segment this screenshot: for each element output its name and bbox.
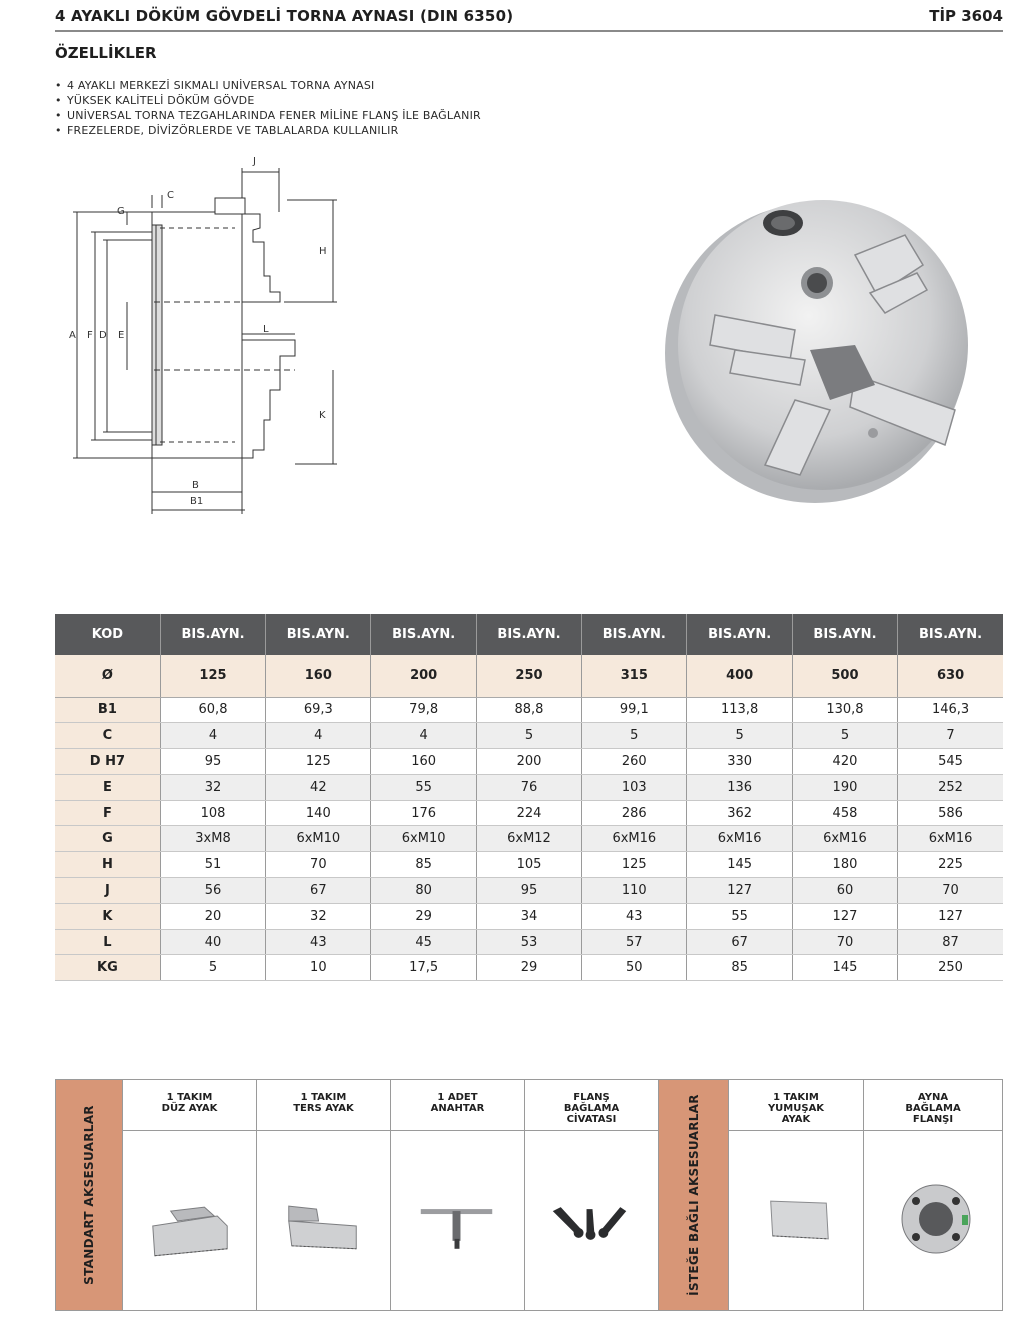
table-cell: 95 xyxy=(476,878,581,904)
dim-label-a: A xyxy=(69,330,76,341)
accessory-label: 1 TAKIM DÜZ AYAK xyxy=(123,1080,256,1131)
page-header xyxy=(55,4,1003,32)
table-cell: 250 xyxy=(898,955,1003,981)
table-cell: 43 xyxy=(582,903,687,929)
table-cell: 70 xyxy=(266,852,371,878)
accessory-reverse-jaw xyxy=(257,1080,391,1310)
table-cell: 60,8 xyxy=(160,697,265,723)
table-cell: 6xM16 xyxy=(792,826,897,852)
col-header: BIS.AYN. xyxy=(160,614,265,655)
table-cell: 4 xyxy=(371,723,476,749)
row-label: J xyxy=(55,878,160,904)
table-cell: 45 xyxy=(371,929,476,955)
table-cell: 140 xyxy=(266,800,371,826)
table-cell: 127 xyxy=(792,903,897,929)
dim-label-l: L xyxy=(263,324,269,335)
table-cell: 252 xyxy=(898,774,1003,800)
spec-table xyxy=(55,614,1003,981)
table-row xyxy=(55,826,1003,852)
table-cell: 55 xyxy=(371,774,476,800)
table-cell: 160 xyxy=(266,655,371,697)
row-label: L xyxy=(55,929,160,955)
table-cell: 7 xyxy=(898,723,1003,749)
table-cell: 51 xyxy=(160,852,265,878)
table-cell: 105 xyxy=(476,852,581,878)
table-row xyxy=(55,697,1003,723)
table-cell: 200 xyxy=(476,749,581,775)
table-cell: 57 xyxy=(582,929,687,955)
table-cell: 630 xyxy=(898,655,1003,697)
accessory-label: 1 ADET ANAHTAR xyxy=(391,1080,524,1131)
soft-jaw-icon xyxy=(729,1131,863,1310)
table-cell: 87 xyxy=(898,929,1003,955)
table-cell: Ø xyxy=(55,655,160,697)
table-cell: 190 xyxy=(792,774,897,800)
table-cell: 42 xyxy=(266,774,371,800)
table-cell: 110 xyxy=(582,878,687,904)
standard-accessories-band xyxy=(56,1080,123,1310)
table-cell: 145 xyxy=(687,852,792,878)
table-cell: 53 xyxy=(476,929,581,955)
table-cell: 4 xyxy=(266,723,371,749)
col-header: BIS.AYN. xyxy=(266,614,371,655)
dim-label-f: F xyxy=(87,330,93,341)
table-cell: 103 xyxy=(582,774,687,800)
table-cell: 145 xyxy=(792,955,897,981)
table-cell: 34 xyxy=(476,903,581,929)
table-cell: 6xM10 xyxy=(266,826,371,852)
row-label: KG xyxy=(55,955,160,981)
table-cell: 56 xyxy=(160,878,265,904)
table-cell: 286 xyxy=(582,800,687,826)
table-cell: 6xM12 xyxy=(476,826,581,852)
table-row xyxy=(55,903,1003,929)
dim-label-k: K xyxy=(319,410,326,421)
table-cell: 125 xyxy=(266,749,371,775)
table-cell: 5 xyxy=(476,723,581,749)
table-cell: 362 xyxy=(687,800,792,826)
table-cell: 113,8 xyxy=(687,697,792,723)
table-row xyxy=(55,723,1003,749)
table-header-row xyxy=(55,614,1003,655)
table-cell: 29 xyxy=(476,955,581,981)
dim-label-b1: B1 xyxy=(190,496,204,507)
table-cell: 146,3 xyxy=(898,697,1003,723)
table-cell: 458 xyxy=(792,800,897,826)
table-cell: 20 xyxy=(160,903,265,929)
table-cell: 67 xyxy=(687,929,792,955)
table-cell: 586 xyxy=(898,800,1003,826)
table-cell: 5 xyxy=(160,955,265,981)
feature-item: • YÜKSEK KALİTELİ DÖKÜM GÖVDE xyxy=(55,94,255,107)
table-cell: 420 xyxy=(792,749,897,775)
accessory-flange-bolts xyxy=(525,1080,659,1310)
features-heading: ÖZELLİKLER xyxy=(55,44,157,62)
table-cell: 125 xyxy=(582,852,687,878)
accessory-soft-jaw xyxy=(729,1080,864,1310)
table-row xyxy=(55,955,1003,981)
table-cell: 260 xyxy=(582,749,687,775)
table-cell: 67 xyxy=(266,878,371,904)
col-header: BIS.AYN. xyxy=(898,614,1003,655)
accessory-straight-jaw xyxy=(123,1080,257,1310)
row-label: K xyxy=(55,903,160,929)
optional-accessories-band xyxy=(659,1080,729,1310)
table-cell: 6xM16 xyxy=(687,826,792,852)
standard-accessories-label: STANDART AKSESUARLAR xyxy=(82,1105,96,1285)
table-cell: 315 xyxy=(582,655,687,697)
table-cell: 6xM16 xyxy=(582,826,687,852)
col-header: BIS.AYN. xyxy=(582,614,687,655)
table-cell: 50 xyxy=(582,955,687,981)
row-label: E xyxy=(55,774,160,800)
accessories-panel xyxy=(55,1079,1003,1311)
dim-label-b: B xyxy=(192,480,199,491)
table-cell: 200 xyxy=(371,655,476,697)
col-header: BIS.AYN. xyxy=(792,614,897,655)
page-title: 4 AYAKLI DÖKÜM GÖVDELİ TORNA AYNASI (DIN 6350) xyxy=(55,7,514,25)
table-cell: 32 xyxy=(160,774,265,800)
table-cell: 80 xyxy=(371,878,476,904)
table-cell: 79,8 xyxy=(371,697,476,723)
table-cell: 76 xyxy=(476,774,581,800)
table-cell: 70 xyxy=(792,929,897,955)
table-row xyxy=(55,749,1003,775)
dim-label-d: D xyxy=(99,330,107,341)
row-label: D H7 xyxy=(55,749,160,775)
table-cell: 5 xyxy=(687,723,792,749)
flange-bolts-icon xyxy=(525,1131,658,1310)
table-cell: 130,8 xyxy=(792,697,897,723)
accessory-label: AYNA BAĞLAMA FLANŞI xyxy=(864,1080,1002,1131)
row-label: C xyxy=(55,723,160,749)
row-label: H xyxy=(55,852,160,878)
table-cell: 6xM10 xyxy=(371,826,476,852)
table-row xyxy=(55,878,1003,904)
table-cell: 70 xyxy=(898,878,1003,904)
table-cell: 43 xyxy=(266,929,371,955)
table-cell: 330 xyxy=(687,749,792,775)
table-cell: 160 xyxy=(371,749,476,775)
row-label: B1 xyxy=(55,697,160,723)
dim-label-e: E xyxy=(118,330,125,341)
table-cell: 127 xyxy=(898,903,1003,929)
mounting-flange-icon xyxy=(864,1131,1002,1310)
accessory-mounting-flange xyxy=(864,1080,1002,1310)
table-cell: 60 xyxy=(792,878,897,904)
table-row xyxy=(55,852,1003,878)
table-row xyxy=(55,929,1003,955)
table-cell: 69,3 xyxy=(266,697,371,723)
feature-item: • 4 AYAKLI MERKEZİ SIKMALI UNİVERSAL TORNA AYNASI xyxy=(55,79,375,92)
table-cell: 3xM8 xyxy=(160,826,265,852)
table-cell: 85 xyxy=(371,852,476,878)
table-cell: 180 xyxy=(792,852,897,878)
table-cell: 95 xyxy=(160,749,265,775)
straight-jaw-icon xyxy=(123,1131,256,1310)
col-header: BIS.AYN. xyxy=(371,614,476,655)
table-cell: 176 xyxy=(371,800,476,826)
optional-accessories-label: İSTEĞE BAĞLI AKSESUARLAR xyxy=(686,1094,701,1296)
table-row xyxy=(55,800,1003,826)
col-header: BIS.AYN. xyxy=(476,614,581,655)
table-cell: 40 xyxy=(160,929,265,955)
table-cell: 85 xyxy=(687,955,792,981)
accessory-label: 1 TAKIM TERS AYAK xyxy=(257,1080,390,1131)
table-cell: 55 xyxy=(687,903,792,929)
col-header: BIS.AYN. xyxy=(687,614,792,655)
table-cell: 10 xyxy=(266,955,371,981)
table-cell: 500 xyxy=(792,655,897,697)
accessory-label: FLANŞ BAĞLAMA CİVATASI xyxy=(525,1080,658,1131)
dim-label-c: C xyxy=(167,190,174,201)
accessory-chuck-key xyxy=(391,1080,525,1310)
row-label: G xyxy=(55,826,160,852)
table-cell: 400 xyxy=(687,655,792,697)
reverse-jaw-icon xyxy=(257,1131,390,1310)
table-row xyxy=(55,774,1003,800)
table-cell: 225 xyxy=(898,852,1003,878)
table-cell: 250 xyxy=(476,655,581,697)
feature-item: • FREZELERDE, DİVİZÖRLERDE VE TABLALARDA KULLANILIR xyxy=(55,124,399,137)
features-list xyxy=(55,78,481,138)
technical-drawing xyxy=(55,150,365,525)
table-cell: 136 xyxy=(687,774,792,800)
feature-item: • UNİVERSAL TORNA TEZGAHLARINDA FENER MİLİNE FLANŞ İLE BAĞLANIR xyxy=(55,109,481,122)
col-header-kod: KOD xyxy=(55,614,160,655)
table-cell: 127 xyxy=(687,878,792,904)
table-cell: 5 xyxy=(582,723,687,749)
table-cell: 224 xyxy=(476,800,581,826)
accessory-label: 1 TAKIM YUMUŞAK AYAK xyxy=(729,1080,863,1131)
row-label: F xyxy=(55,800,160,826)
table-cell: 6xM16 xyxy=(898,826,1003,852)
chuck-key-icon xyxy=(391,1131,524,1310)
chuck-photo xyxy=(655,185,990,515)
dim-label-j: J xyxy=(253,156,256,167)
table-cell: 17,5 xyxy=(371,955,476,981)
table-cell: 545 xyxy=(898,749,1003,775)
diameter-row xyxy=(55,655,1003,697)
table-cell: 5 xyxy=(792,723,897,749)
table-cell: 29 xyxy=(371,903,476,929)
table-cell: 88,8 xyxy=(476,697,581,723)
table-cell: 99,1 xyxy=(582,697,687,723)
table-cell: 4 xyxy=(160,723,265,749)
dim-label-g: G xyxy=(117,206,125,217)
type-code: TİP 3604 xyxy=(929,7,1003,25)
table-cell: 32 xyxy=(266,903,371,929)
table-cell: 108 xyxy=(160,800,265,826)
dim-label-h: H xyxy=(319,246,327,257)
table-cell: 125 xyxy=(160,655,265,697)
